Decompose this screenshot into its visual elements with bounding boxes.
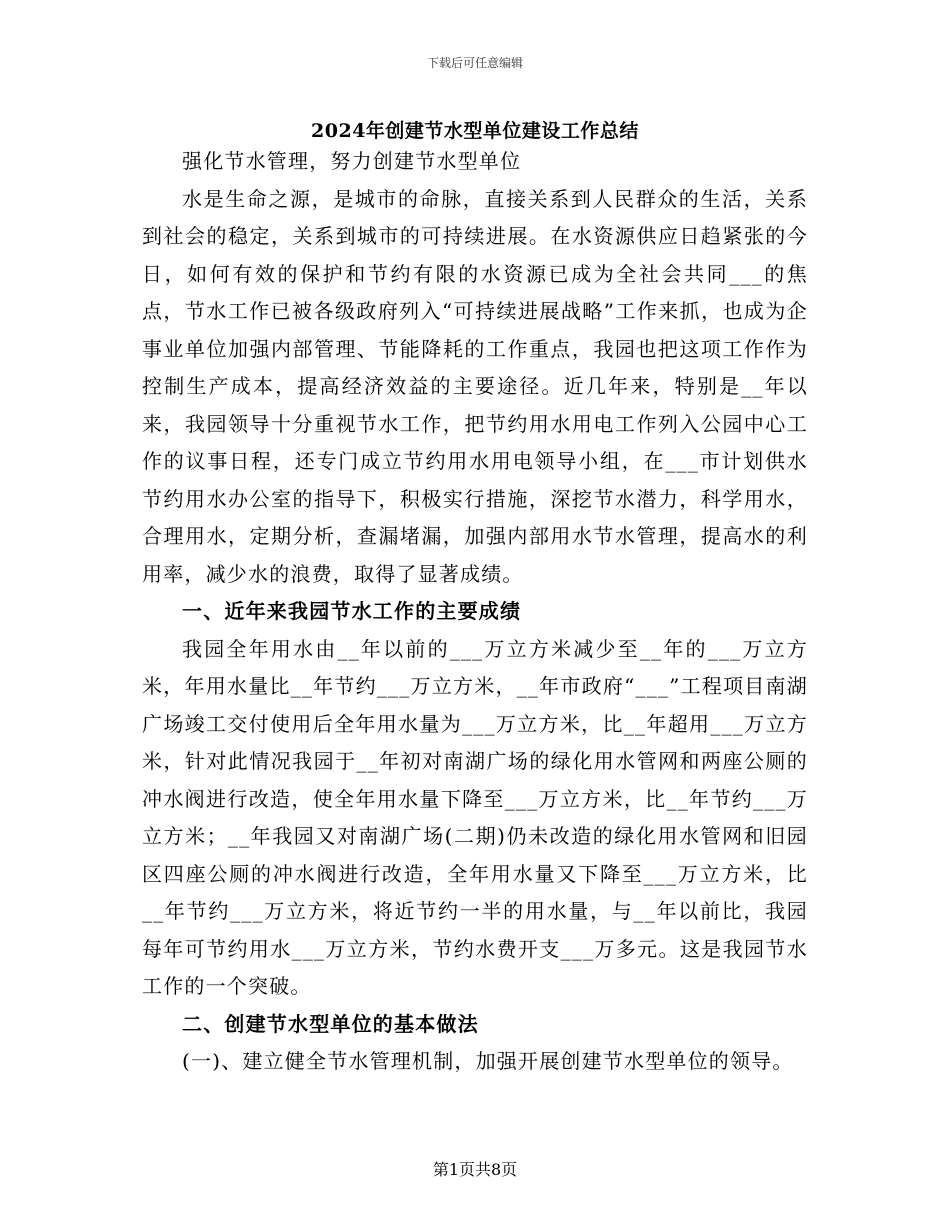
section-heading-1: 一、近年来我园节水工作的主要成绩 [182,599,522,623]
section-heading-2: 二、创建节水型单位的基本做法 [182,1011,479,1036]
intro-paragraph: 水是生命之源，是城市的命脉，直接关系到人民群众的生活，关系到社会的稳定，关系到城市的可持续进展。在水资源供应日趋紧张的今日，如何有效的保护和节约有限的水资源已成为全社会共同___的焦点，节水工作已被各级政府列入“可持续进展战略”工作来抓，也成为企事业单位加强内部管理、节能降耗的工作重点，我园也把这项工作作为控制生产成本，提高经济效益的主要途径。近几年来，特别是__年以来，我园领导十分重视节水工作，把节约用水用电工作列入公园中心工作的议事日程，还专门成立节约用水用电领导小组，在___市计划供水节约用水办公室的指导下，积极实行措施，深挖节水潜力，科学用水，合理用水，定期分析，查漏堵漏，加强内部用水节水管理，提高水的利用率，减少水的浪费，取得了显著成绩。 [142,186,808,586]
page-footer: 第1页共8页 [432,1160,518,1179]
header-note: 下载后可任意编辑 [426,56,523,70]
subtitle-paragraph: 强化节水管理，努力创建节水型单位 [182,149,522,173]
subsection-paragraph: (一)、建立健全节水管理机制，加强开展创建节水型单位的领导。 [182,1049,794,1073]
document-body [142,143,808,1081]
achievements-paragraph: 我园全年用水由__年以前的___万立方米减少至__年的___万立方米，年用水量比__年节约___万立方米，__年市政府“___”工程项目南湖广场竣工交付使用后全年用水量为___万立方米，比__年超用___万立方米，针对此情况我园于__年初对南湖广场的绿化用水管网和两座公厕的冲水阀进行改造，使全年用水量下降至___万立方米，比__年节约___万立方米；__年我园又对南湖广场(二期)仍未改造的绿化用水管网和旧园区四座公厕的冲水阀进行改造，全年用水量又下降至___万立方米，比__年节约___万立方米，将近节约一半的用水量，与__年以前比，我园每年可节约用水___万立方米，节约水费开支___万多元。这是我园节水工作的一个突破。 [142,636,808,998]
document-title: 2024年创建节水型单位建设工作总结 [311,120,639,142]
